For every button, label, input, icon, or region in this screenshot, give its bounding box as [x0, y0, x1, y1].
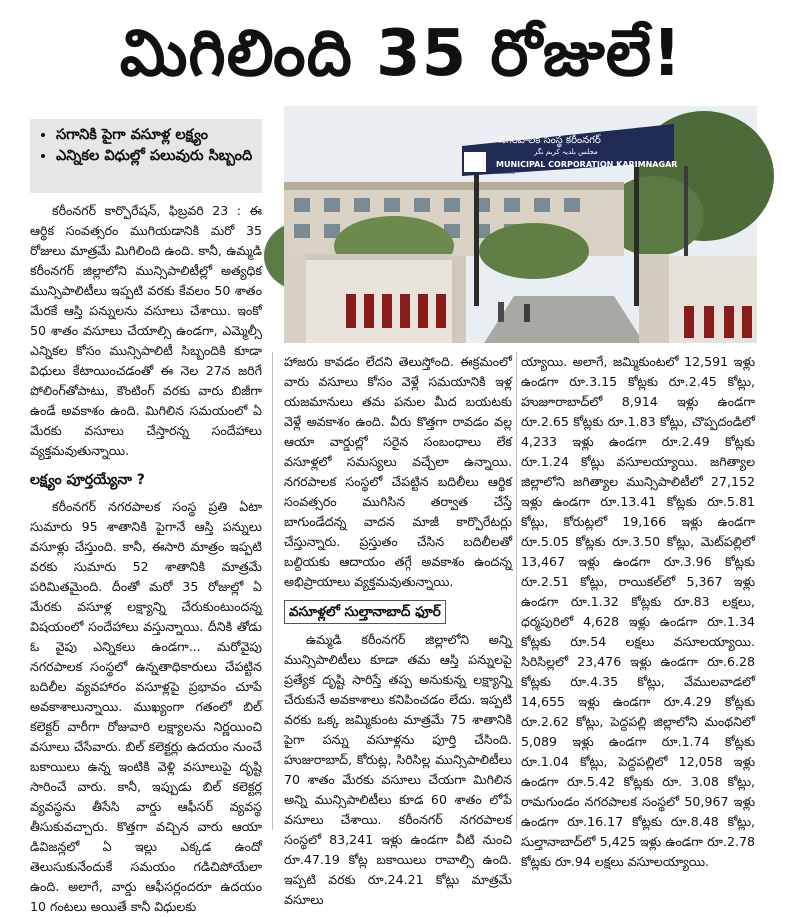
- subheading: లక్ష్యం పూర్తయ్యేనా ?: [30, 472, 145, 488]
- article-column-1: [30, 201, 262, 914]
- paragraph: ఉమ్మడి కరీంనగర్ జిల్లాలోని అన్ని మున్సిపాలిటీలు కూడా తమ ఆస్తి పన్నులపై ప్రత్యేక దృష్టి సారిస్తే తప్ప అనుకున్న లక్ష్యాన్ని చేరుకునే అవకాశాలు కనిపించడం లేదు. ఇప్పటి వరకు ఒక్క జమ్మికుంట మాత్రమే 75 శాతానికి పైగా పన్ను వసూళ్లను పూర్తి చేసింది. హుజురాబాద్, కోరుట్ల, సిరిసిల్ల మున్సిపాలిటీలు 70 శాతం మేరకు వసూలు చేయగా మిగిలిన అన్ని మున్సిపాలిటీలు కూడ 60 శాతం లోపే వసూలు చేశాయి. కరీంనగర్ నగరపాలక సంస్థలో 83,241 ఇళ్లు ఉండగా వీటి నుంచి రూ.47.19 కోట్ల బకాయిలు రావాల్సి ఉంది. ఇప్పటి వరకు రూ.24.21 కోట్లు మాత్రమే వసూలు: [284, 632, 512, 907]
- headline: మిగిలింది 35 రోజులే!: [119, 17, 683, 91]
- paragraph: య్యాయి. అలాగే, జమ్మికుంటలో 12,591 ఇళ్లు ఉండగా రూ.3.15 కోట్లకు రూ.2.45 కోట్లు, హుజూరాబాద్‌లో 8,914 ఇళ్లు ఉండగా రూ.2.65 కోట్లకు రూ.1.83 కోట్లు, చొప్పదండిలో 4,233 ఇళ్లు ఉండగా రూ.2.49 కోట్లకు రూ.1.24 కోట్లు వసూలయ్యాయి. జగిత్యాల జిల్లాలోని జగిత్యాల మున్సిపాలిటీలో 27,152 ఇళ్లు ఉండగా రూ.13.41 కోట్లకు రూ.5.81 కోట్లు, కోరుట్లలో 19,166 ఇళ్లు ఉండగా రూ.5.05 కోట్లకు రూ.3.50 కోట్లు, మెట్‌పల్లిలో 13,467 ఇళ్లు ఉండగా రూ.3.96 కోట్లకు రూ.2.51 కోట్లు, రాయికల్‌లో 5,367 ఇళ్లు ఉండగా రూ.1.32 కోట్లకు రూ.83 లక్షలు, ధర్మపురిలో 4,628 ఇళ్లు ఉండగా రూ.1.34 కోట్లకు రూ.54 లక్షలు వసూలయ్యాయి. సిరిసిల్లలో 23,476 ఇళ్లు ఉండగా రూ.6.28 కోట్లకు రూ.4.35 కోట్లు, వేములవాడలో 14,655 ఇళ్లు ఉండగా రూ.4.29 కోట్లకు రూ.2.62 కోట్లు, పెద్దపల్లి జిల్లాలోని మంథనిలో 5,089 ఇళ్లు ఉండగా రూ.1.74 కోట్లకు రూ.1.04 కోట్లు, పెద్దపల్లిలో 12,058 ఇళ్లు ఉండగా రూ.5.42 కోట్లకు రూ. 3.08 కోట్లు, రామగుండం నగరపాలక సంస్థలో 50,967 ఇళ్లు ఉండగా రూ.16.17 కోట్లకు రూ.8.48 కోట్లు, సుల్తానాబాద్‌లో 5,425 ఇళ్లు ఉండగా రూ.2.78 కోట్లకు రూ.94 లక్షలు వసూలయ్యాయి.: [521, 354, 755, 869]
- column-divider: [272, 352, 273, 830]
- paragraph: హాజరు కావడం లేదని తెలుస్తోంది. ఈక్రమంలో వారు వసూలు కోసం వెళ్లే సమయానికి ఇళ్ల యజమానులు తమ పనుల మీద బయటకు వెళ్లే అవకాశం ఉంది. వీరు కొత్తగా రావడం వల్ల ఆయా వార్డుల్లో సరైన సంబంధాలు లేక వసూళ్లలో సమస్యలు వచ్చేలా ఉన్నాయి. నగరపాలక సంస్థలో చేపట్టిన బదిలీలు ఆర్థిక సంవత్సరం ముగిసిన తర్వాత చేస్తే బాగుండేదన్న వాదన మాజీ కార్పొరేటర్లు చేస్తున్నారు. ప్రస్తుతం చేసిన బదిలీలతో బల్దియకు ఆదాయం తగ్గే అవకాశం ఉందన్న అభిప్రాయాలు వ్యక్తమవుతున్నాయి.: [284, 354, 512, 589]
- article-column-2: [284, 352, 512, 907]
- article-column-3: [521, 352, 755, 869]
- sign-english-text: MUNICIPAL CORPORATION KARIMNAGAR: [496, 160, 678, 169]
- sign-logo-text: MUNICIPAL CORPORATION KARIMNAGAR: [465, 172, 516, 175]
- paragraph: కరీంనగర్ కార్పొరేషన్, ఫిబ్రవరి 23 : ఈ ఆర్థిక సంవత్సరం ముగియడానికి మరో 35 రోజులు మాత్రమే మిగిలింది ఉంది. కానీ, ఉమ్మడి కరీంనగర్ జిల్లాలోని మున్సిపాలిటీల్లో అత్యధిక మున్సిపాలిటీలు ఇప్పటి వరకు కేవలం 50 శాతం మేరకే ఆస్తి పన్నులను వసూలు చేశాయి. ఇంకో 50 శాతం వసూలు చేయాల్సి ఉండగా, ఎమ్మెల్సీ ఎన్నికల కోసం మున్సిపాలిటీ సిబ్బందికి కూడా విధులు కేటాయించడంతో ఈ నెల 27న జరిగే పోలింగ్‌తోపాటు, కౌంటింగ్ వరకు వారు బిజీగా ఉండే అవకాశం ఉంది. మిగిలిన సమయంలో ఏ మేరకు వసూలు చేస్తారన్న సందేహాలు వ్యక్తమవుతున్నాయి.: [30, 203, 262, 458]
- paragraph: కరీంనగర్ నగరపాలక సంస్థ ప్రతి ఏటా సుమారు 95 శాతానికి పైగానే ఆస్తి పన్నులు వసూళ్లు చేస్తుంది. కానీ, ఈసారి మాత్రం ఇప్పటి వరకు సుమారు 52 శాతానికి మాత్రమే పరిమితమైంది. దీంతో మరో 35 రోజుల్లో ఏ మేరకు వసూళ్ల లక్ష్యాన్ని చేరుకుంటుందన్న విషయంలో సందేహాలు వస్తున్నాయి. దీనికి తోడు ఓ వైపు ఎన్నికలు ఉండగా... మరోవైపు నగరపాలక సంస్థలో ఉన్నతాధికారులు చేపట్టిన బదిలీల వ్యవహారం వసూళ్లపై ప్రభావం చూపే అవకాశాలున్నాయి. ముఖ్యంగా గతంలో బిల్ కలెక్టర్ వారీగా రోజువారి లక్ష్యాలను నిర్ణయించి వసూలు చేసేవారు. బిల్ కలెక్టర్లు ఉదయం నుంచే బకాయిలు ఉన్న ఇంటికి వెళ్లి వసూలుపై దృష్టి సారించే వారు. కానీ, ఇప్పుడు బిల్ కలెక్టర్ల వ్యవస్థను తీసేసి వార్డు ఆఫీసర్ వ్యవస్థ తీసుకువచ్చారు. కొత్తగా వచ్చిన వారు ఆయా డివిజన్లలో ఏ ఇల్లు ఎక్కడ ఉందో తెలుసుకునేందుకే సమయం గడిచిపోయేలా ఉంది. అలాగే, వార్డు ఆఫీసర్లందరూ ఉదయం 10 గంటలు అయితే కానీ విధులకు: [30, 499, 262, 914]
- municipal-office-photo: [284, 106, 757, 343]
- sign-telugu-text: నగరపాలక సంస్థ కరీంనగర్: [499, 135, 601, 146]
- column-divider: [516, 352, 517, 830]
- sign-urdu-text: مجلس بلدیہ کریم نگر: [534, 148, 598, 156]
- summary-bullets: [30, 119, 262, 193]
- subheading: వసూళ్లలో సుల్తానాబాద్ ఫూర్: [284, 600, 446, 624]
- bullet-item: • సగానికి పైగా వసూళ్ల లక్ష్యం: [56, 125, 254, 146]
- bullet-item: • ఎన్నికల విధుల్లో పలువురు సిబ్బంది: [56, 146, 254, 167]
